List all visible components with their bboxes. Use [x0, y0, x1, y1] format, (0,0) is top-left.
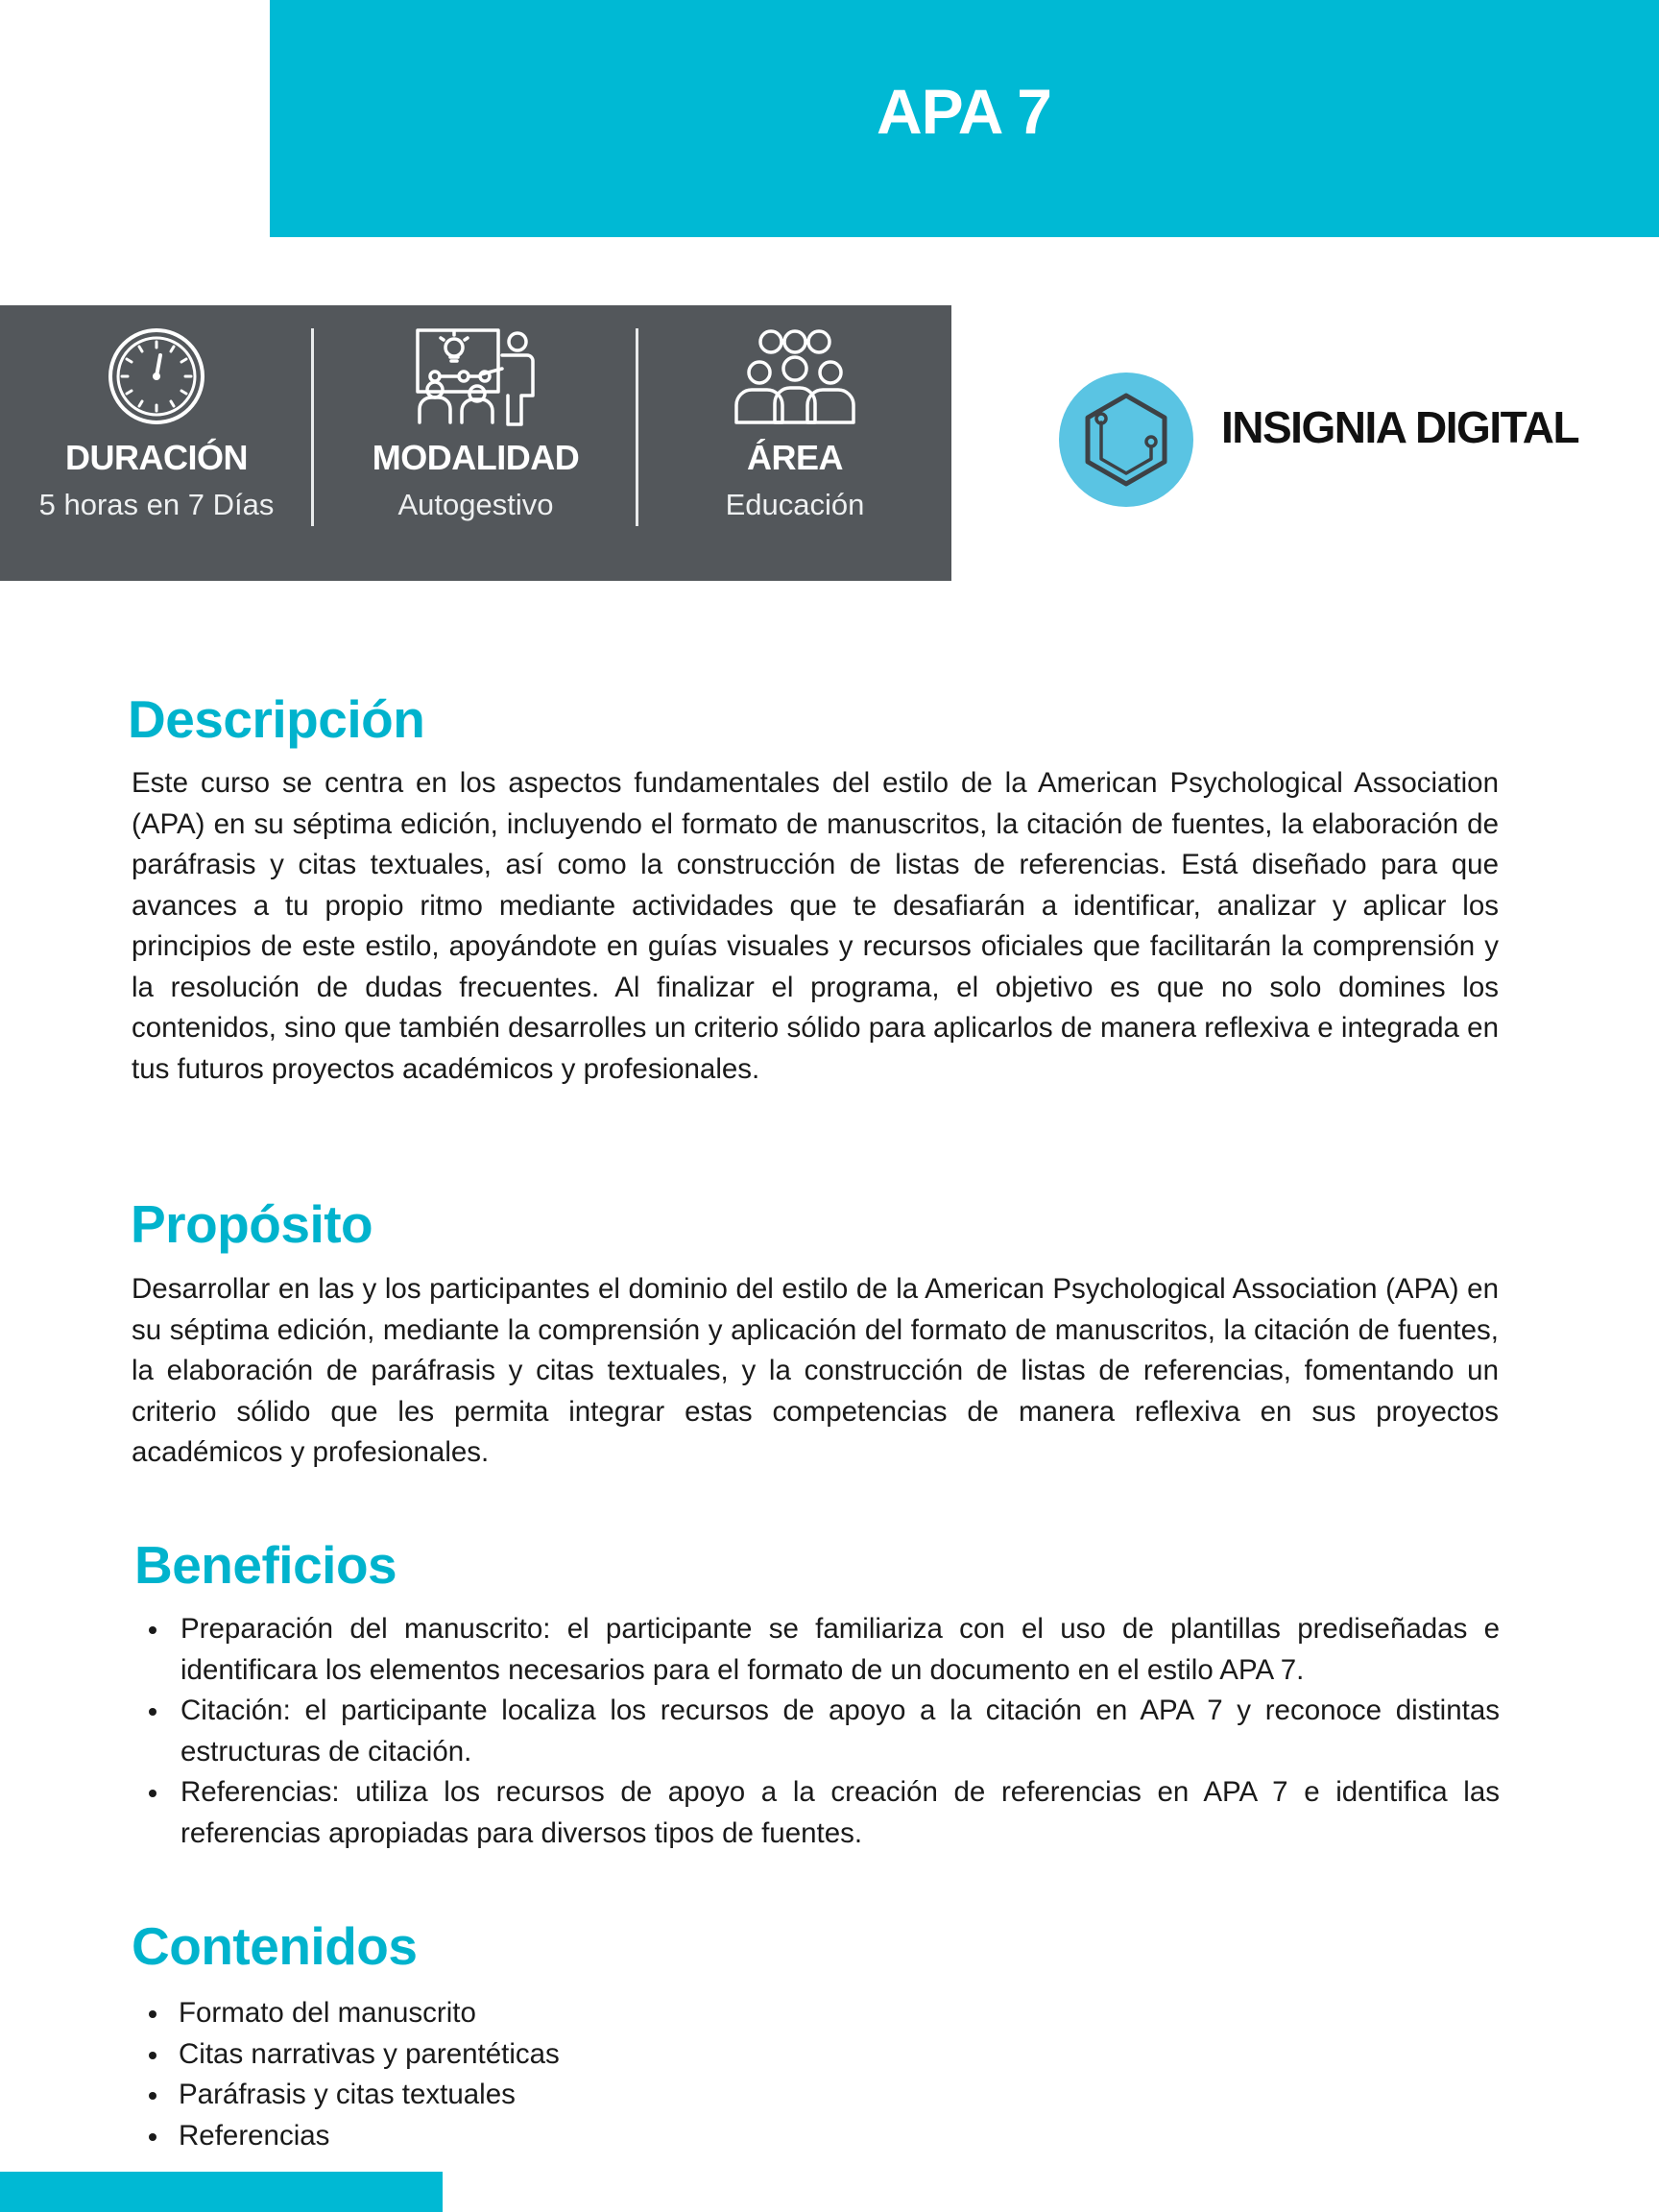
area-value: Educación	[725, 488, 865, 521]
list-item: Citación: el participante localiza los recursos de apoyo a la citación en APA 7 y reconoce distintas estructuras de citación.	[132, 1691, 1500, 1772]
hexagon-circuit-icon	[1059, 373, 1193, 507]
badge-title: INSIGNIA DIGITAL	[1221, 402, 1579, 452]
purpose-text: Desarrollar en las y los participantes el dominio del estilo de la American Psychological Association (APA) en su séptima edición, mediante la comprensión y aplicación del formato de manuscritos, la citación de fuentes, la elaboración de paráfrasis y citas textuales, y la construcción de listas de referencias, fomentando un criterio sólido que les permita integrar estas competencias de manera reflexiva en sus proyectos académicos y profesionales.	[132, 1273, 1499, 1468]
benefits-heading: Beneficios	[134, 1535, 397, 1595]
group-icon	[733, 326, 857, 431]
area-label: ÁREA	[746, 438, 843, 477]
list-item: Referencias	[132, 2116, 997, 2157]
info-panel	[0, 305, 951, 581]
list-item: Citas narrativas y parentéticas	[132, 2034, 997, 2076]
benefits-list	[132, 1609, 1500, 1854]
contents-list	[132, 1993, 997, 2156]
footer-band	[0, 2172, 443, 2212]
description-text: Este curso se centra en los aspectos fundamentales del estilo de la American Psychological Association (APA) en su séptima edición, incluyendo el formato de manuscritos, la citación de fuentes, la elaboración de paráfrasis y citas textuales, así como la construcción de listas de referencias. Está diseñado para que avances a tu propio ritmo mediante actividades que te desafiarán a identificar, analizar y aplicar los principios de este estilo, apoyándote en guías visuales y recursos oficiales que facilitarán la comprensión y la resolución de dudas frecuentes. Al finalizar el programa, el objetivo es que no solo domines los contenidos, sino que también desarrolles un criterio sólido para aplicarlos de manera reflexiva e integrada en tus futuros proyectos académicos y profesionales.	[132, 767, 1499, 1085]
modality-label: MODALIDAD	[372, 438, 580, 477]
page-title: APA 7	[876, 76, 1052, 147]
clock-icon	[107, 326, 206, 431]
contents-heading: Contenidos	[132, 1916, 418, 1976]
duration-value: 5 horas en 7 Días	[38, 488, 275, 521]
duration-block	[0, 305, 313, 581]
list-item: Referencias: utiliza los recursos de apoyo a la creación de referencias en APA 7 e identifica las referencias apropiadas para diversos tipos de fuentes.	[132, 1772, 1500, 1854]
modality-value: Autogestivo	[397, 488, 554, 521]
duration-label: DURACIÓN	[65, 438, 248, 477]
purpose-heading: Propósito	[131, 1194, 373, 1254]
list-item: Formato del manuscrito	[132, 1993, 997, 2034]
description-heading: Descripción	[128, 689, 425, 749]
list-item: Preparación del manuscrito: el participante se familiariza con el uso de plantillas prediseñadas e identificara los elementos necesarios para el formato de un documento en el estilo APA 7.	[132, 1609, 1500, 1691]
area-block	[638, 305, 951, 581]
badge-emblem	[1059, 373, 1193, 507]
presentation-icon	[414, 326, 539, 431]
list-item: Paráfrasis y citas textuales	[132, 2075, 997, 2116]
modality-block	[314, 305, 637, 581]
